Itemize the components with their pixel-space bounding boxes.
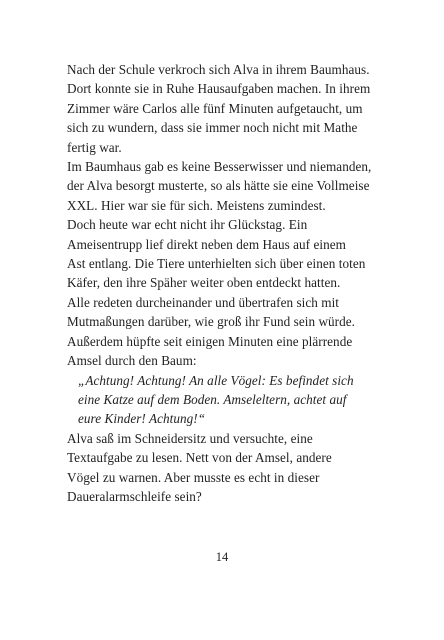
text-line: Ast entlang. Die Tiere unterhielten sich über einen toten — [67, 256, 366, 272]
text-line: Amsel durch den Baum: — [67, 353, 197, 369]
text-line: Käfer, den ihre Späher weiter oben entdeckt hatten. — [67, 275, 341, 291]
text-line: Alva saß im Schneidersitz und versuchte, eine — [67, 430, 313, 446]
text-line: Ameisentrupp lief direkt neben dem Haus auf einem — [67, 236, 346, 252]
text-line: Daueralarmschleife sein? — [67, 488, 202, 504]
page-number: 14 — [215, 550, 229, 564]
text-line: sich zu wundern, dass sie immer noch nicht mit Mathe — [67, 120, 358, 136]
text-line: Dort konnte sie in Ruhe Hausaufgaben machen. In ihrem — [67, 81, 371, 97]
text-line: Vögel zu warnen. Aber musste es echt in dieser — [67, 469, 320, 485]
text-line: Mutmaßungen darüber, wie groß ihr Fund sein würde. — [67, 314, 356, 330]
text-line: der Alva besorgt musterte, so als hätte sie eine Vollmeise — [67, 178, 370, 194]
text-line: XXL. Hier war sie für sich. Meistens zumindest. — [67, 197, 326, 213]
text-line: fertig war. — [67, 139, 122, 155]
text-line: Doch heute war echt nicht ihr Glückstag. Ein — [67, 217, 308, 233]
text-line: Im Baumhaus gab es keine Besserwisser und niemanden, — [67, 159, 372, 175]
body-text — [67, 60, 397, 506]
text-line: Nach der Schule verkroch sich Alva in ihrem Baumhaus. — [67, 62, 370, 77]
text-line: Zimmer wäre Carlos alle fünf Minuten aufgetaucht, um — [67, 100, 363, 116]
quote-line: eine Katze auf dem Boden. Amseleltern, achtet auf — [78, 391, 347, 407]
text-line: Textaufgabe zu lesen. Nett von der Amsel, andere — [67, 450, 332, 466]
text-line: Alle redeten durcheinander und übertrafen sich mit — [67, 294, 339, 310]
quote-line: „Achtung! Achtung! An alle Vögel: Es befindet sich — [78, 372, 354, 388]
quote-line: eure Kinder! Achtung!“ — [78, 411, 206, 427]
text-line: Außerdem hüpfte seit einigen Minuten eine plärrende — [67, 333, 353, 349]
